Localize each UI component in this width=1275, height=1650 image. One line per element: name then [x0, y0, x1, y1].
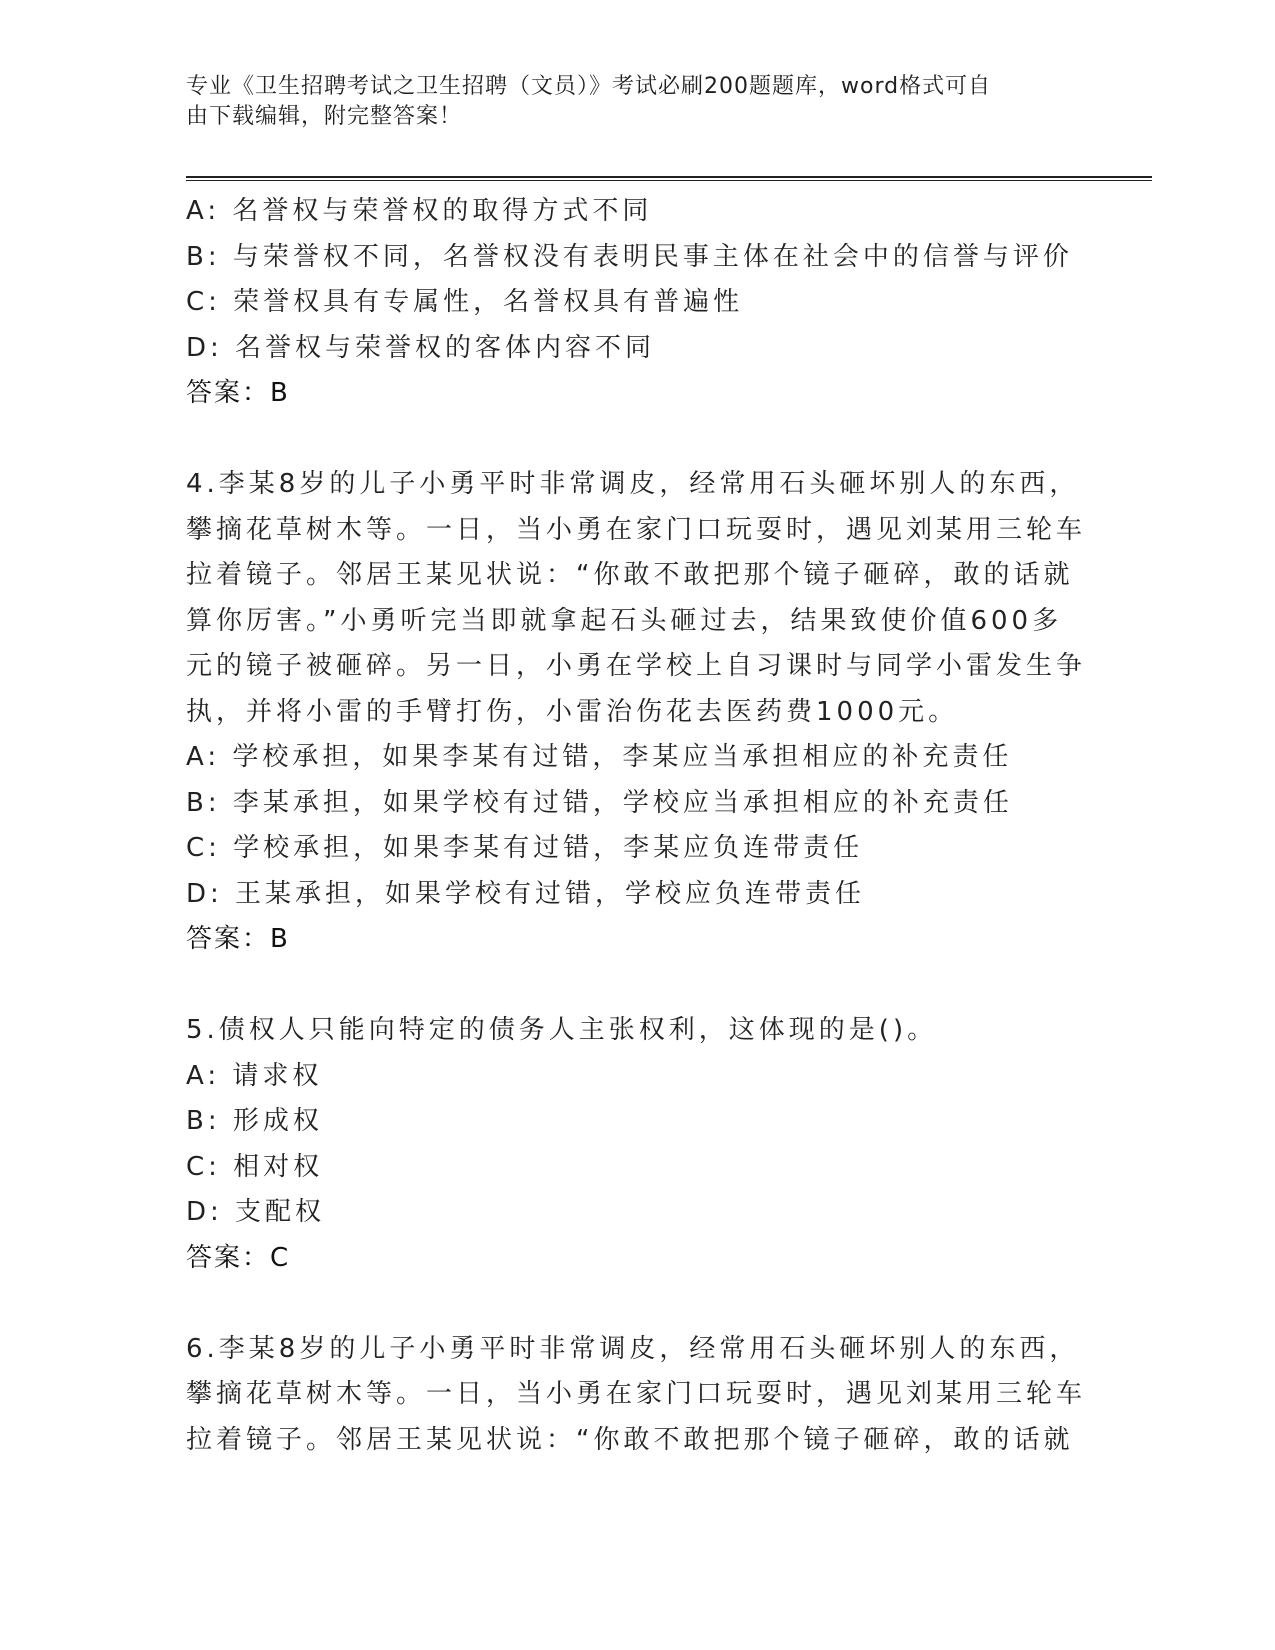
- question-stem-line: 攀摘花草树木等。一日，当小勇在家门口玩耍时，遇见刘某用三轮车: [186, 1379, 1087, 1409]
- spacer: [186, 417, 1066, 463]
- option-d: D: 名誉权与荣誉权的客体内容不同: [186, 332, 656, 363]
- option-d: D: 王某承担，如果学校有过错，学校应负连带责任: [186, 878, 866, 909]
- question-stem-line: 拉着镜子。邻居王某见状说：“你敢不敢把那个镜子砸碎，敢的话就: [186, 1424, 1074, 1455]
- document-header: [186, 72, 1066, 132]
- option-b: B: 李某承担，如果学校有过错，学校应当承担相应的补充责任: [186, 787, 1013, 818]
- option-c: C: 学校承担，如果李某有过错，李某应负连带责任: [186, 833, 864, 863]
- question-3: [186, 189, 1073, 417]
- question-stem-line: 元的镜子被砸碎。另一日，小勇在学校上自习课时与同学小雷发生争: [186, 651, 1087, 681]
- option-b: B: 形成权: [186, 1106, 323, 1136]
- question-stem-line: 4.李某8岁的儿子小勇平时非常调皮，经常用石头砸坏别人的东西，: [186, 469, 1080, 499]
- question-stem-line: 攀摘花草树木等。一日，当小勇在家门口玩耍时，遇见刘某用三轮车: [186, 514, 1087, 545]
- question-4: [186, 462, 1087, 963]
- option-a: A: 学校承担，如果李某有过错，李某应当承担相应的补充责任: [186, 742, 1013, 772]
- option-b: B: 与荣誉权不同，名誉权没有表明民事主体在社会中的信誉与评价: [186, 241, 1073, 272]
- document-body: [186, 189, 1087, 1463]
- option-c: C: 相对权: [186, 1151, 324, 1182]
- question-stem-line: 算你厉害。”小勇听完当即就拿起石头砸过去，结果致使价值600多: [186, 605, 1063, 636]
- spacer: [186, 963, 1066, 1009]
- question-stem-line: 拉着镜子。邻居王某见状说：“你敢不敢把那个镜子砸碎，敢的话就: [186, 560, 1074, 590]
- answer-line: 答案：B: [186, 924, 290, 954]
- question-stem-line: 6.李某8岁的儿子小勇平时非常调皮，经常用石头砸坏别人的东西，: [186, 1333, 1080, 1364]
- question-6: [186, 1327, 1087, 1464]
- header-rule: [186, 176, 1152, 181]
- header-line: 专业《卫生招聘考试之卫生招聘（文员）》考试必刷200题题库，word格式可自: [186, 74, 992, 99]
- question-stem-line: 5.债权人只能向特定的债务人主张权利，这体现的是()。: [186, 1015, 938, 1045]
- option-c: C: 荣誉权具有专属性，名誉权具有普遍性: [186, 287, 744, 317]
- header-line: 由下载编辑，附完整答案！: [186, 104, 463, 129]
- option-d: D: 支配权: [186, 1197, 326, 1227]
- question-5: [186, 1008, 1066, 1281]
- question-stem-line: 执，并将小雷的手臂打伤，小雷治伤花去医药费1000元。: [186, 696, 959, 727]
- option-a: A: 请求权: [186, 1060, 323, 1091]
- answer-line: 答案：B: [186, 378, 290, 408]
- spacer: [186, 1281, 1066, 1327]
- option-a: A: 名誉权与荣誉权的取得方式不同: [186, 196, 653, 226]
- answer-line: 答案：C: [186, 1242, 291, 1273]
